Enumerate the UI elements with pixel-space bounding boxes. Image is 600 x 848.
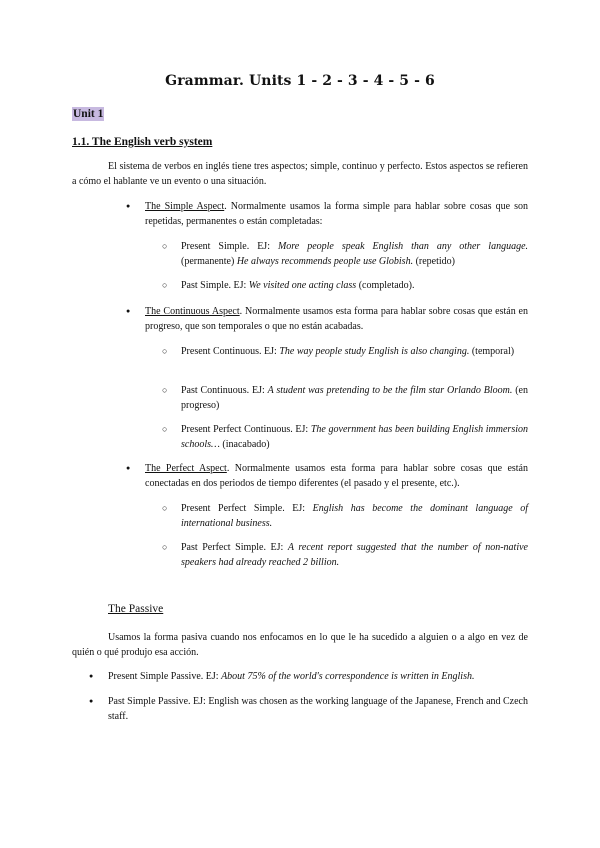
example-label: Present Perfect Simple. EJ:	[181, 503, 313, 514]
example-sentence: A recent report suggested that the number of non-native speakers had already reached 2 billion.	[181, 542, 528, 568]
aspect-name: The Perfect Aspect	[145, 463, 227, 474]
example-note: (inacabado)	[219, 439, 270, 450]
example-label: Past Continuous. EJ:	[181, 385, 268, 396]
passive-sentence: About 75% of the world's correspondence is written in English.	[221, 671, 475, 682]
bullet-perfect-aspect	[145, 461, 528, 491]
example-past-continuous	[181, 383, 528, 413]
bullet-simple-aspect	[145, 199, 528, 229]
example-note: (temporal)	[469, 346, 515, 357]
passive-heading: The Passive	[108, 603, 164, 615]
aspect-desc: . Normalmente usamos esta forma para hablar sobre cosas que están conectadas en dos periodos de tiempo diferentes (el pasado y el presente, etc.).	[145, 463, 528, 489]
passive-label: Past Simple Passive. EJ:	[108, 696, 209, 707]
example-note: (completado).	[356, 280, 415, 291]
example-label: Present Simple. EJ:	[181, 241, 278, 252]
example-present-simple	[181, 239, 528, 269]
passive-intro: Usamos la forma pasiva cuando nos enfocamos en lo que le ha sucedido a alguien o a algo en vez de quién o qué produjo esa acción.	[72, 632, 528, 658]
intro-paragraph: El sistema de verbos en inglés tiene tres aspectos; simple, continuo y perfecto. Estos aspectos se refieren a cómo el hablante ve un evento o una situación.	[72, 161, 528, 187]
example-sentence: More people speak English than any other language.	[277, 241, 529, 252]
example-note-2: (repetido)	[413, 256, 456, 267]
aspect-name: The Continuous Aspect	[145, 306, 240, 317]
aspect-desc: . Normalmente usamos esta forma para hablar sobre cosas que están en progreso, que son temporales o que no están acabadas.	[145, 306, 528, 332]
example-sentence: We visited one acting class	[248, 280, 357, 291]
example-label: Present Continuous. EJ:	[181, 346, 280, 357]
example-present-perfect-continuous	[181, 422, 528, 452]
example-sentence-2: He always recommends people use Globish.	[236, 256, 414, 267]
passive-sentence: English was chosen as the working language of the Japanese, French and Czech staff.	[108, 696, 528, 722]
bullet-continuous-aspect	[145, 304, 528, 334]
section-heading: 1.1. The English verb system	[72, 136, 213, 148]
passive-item-past	[108, 694, 528, 724]
example-note: (en progreso)	[181, 385, 528, 411]
example-label: Past Perfect Simple. EJ:	[181, 542, 288, 553]
example-sentence: English has become the dominant language of international business.	[181, 503, 528, 529]
example-past-simple	[181, 278, 528, 293]
aspect-name: The Simple Aspect	[145, 201, 225, 212]
example-label: Past Simple. EJ:	[181, 280, 249, 291]
example-label: Present Perfect Continuous. EJ:	[181, 424, 311, 435]
example-present-perfect-simple	[181, 501, 528, 531]
example-past-perfect-simple	[181, 540, 528, 570]
unit-heading: Unit 1	[73, 108, 104, 120]
document-title: Grammar. Units 1 - 2 - 3 - 4 - 5 - 6	[165, 73, 435, 89]
example-sentence: A student was pretending to be the film star Orlando Bloom.	[267, 385, 513, 396]
passive-label: Present Simple Passive. EJ:	[108, 671, 222, 682]
example-note: (permanente)	[181, 256, 237, 267]
example-sentence: The government has been building English immersion schools…	[181, 424, 528, 450]
passive-item-present	[108, 669, 528, 684]
aspect-desc: . Normalmente usamos la forma simple para hablar sobre cosas que son repetidas, permanentes o están completadas:	[145, 201, 528, 227]
example-sentence: The way people study English is also changing.	[279, 346, 470, 357]
example-present-continuous	[181, 344, 528, 359]
